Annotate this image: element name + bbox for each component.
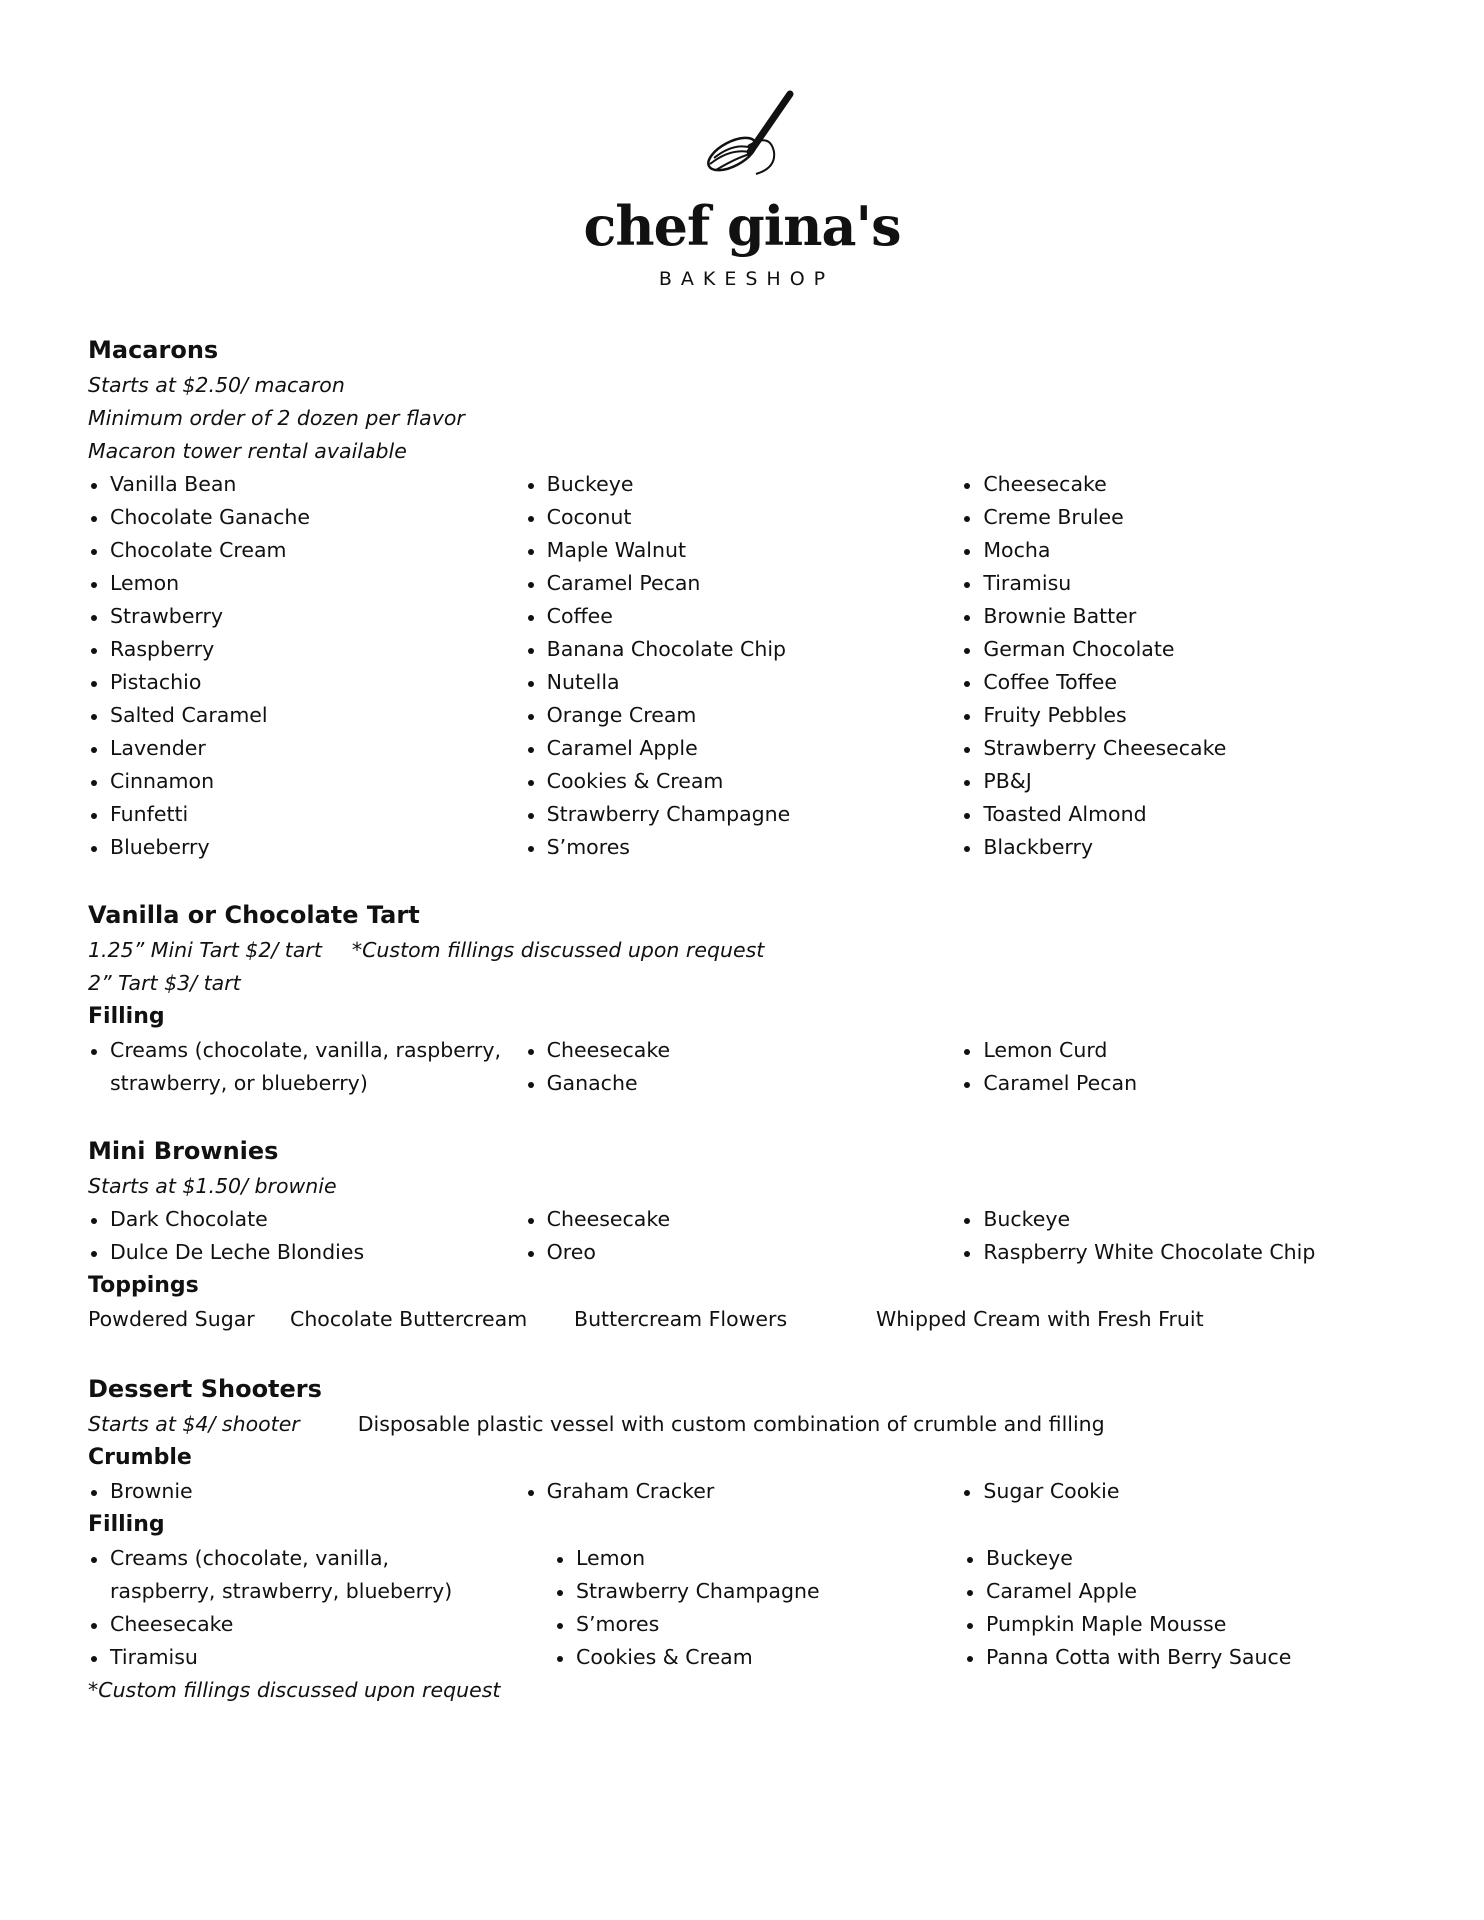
list-item: Blueberry [88, 831, 525, 864]
list-item: Salted Caramel [88, 699, 525, 732]
list-item: Vanilla Bean [88, 468, 525, 501]
brownies-column-3 [961, 1203, 1398, 1269]
list-item: Pistachio [88, 666, 525, 699]
list-item: Buckeye [964, 1542, 1398, 1575]
crumble-column-1 [88, 1475, 525, 1508]
shooters-section [88, 1371, 1398, 1707]
list-item: Creme Brulee [961, 501, 1398, 534]
list-item: Strawberry [88, 600, 525, 633]
macarons-column-1 [88, 468, 525, 864]
brand-subtitle: BAKESHOP [658, 268, 835, 290]
topping-item: Buttercream Flowers [574, 1307, 788, 1331]
list-item: Raspberry [88, 633, 525, 666]
list-item: S’mores [525, 831, 962, 864]
macarons-column-3 [961, 468, 1398, 864]
list-item: Lavender [88, 732, 525, 765]
list-item: Buckeye [525, 468, 962, 501]
list-item: Caramel Pecan [961, 1067, 1398, 1100]
list-item: Orange Cream [525, 699, 962, 732]
list-item: Banana Chocolate Chip [525, 633, 962, 666]
list-item: Oreo [525, 1236, 962, 1269]
list-item: Coconut [525, 501, 962, 534]
brownies-title: Mini Brownies [88, 1137, 279, 1165]
list-item: Blackberry [961, 831, 1398, 864]
crumble-column-2 [525, 1475, 962, 1508]
shooters-filling-column-2 [554, 1542, 964, 1674]
list-item: S’mores [554, 1608, 964, 1641]
list-item: Toasted Almond [961, 798, 1398, 831]
tart-price-mini: 1.25” Mini Tart $2/ tart [88, 938, 322, 962]
tart-filling-title: Filling [88, 1004, 165, 1029]
whisk-icon [690, 88, 800, 198]
list-item: Caramel Apple [525, 732, 962, 765]
crumble-title: Crumble [88, 1445, 192, 1470]
list-item: Dark Chocolate [88, 1203, 525, 1236]
list-item: Funfetti [88, 798, 525, 831]
list-item: Dulce De Leche Blondies [88, 1236, 525, 1269]
brownies-column-2 [525, 1203, 962, 1269]
list-item: Coffee [525, 600, 962, 633]
shooters-price-row [88, 1408, 1398, 1441]
list-item: Cheesecake [961, 468, 1398, 501]
list-item: Strawberry Cheesecake [961, 732, 1398, 765]
list-item: Graham Cracker [525, 1475, 962, 1508]
list-item: Raspberry White Chocolate Chip [961, 1236, 1398, 1269]
list-item: German Chocolate [961, 633, 1398, 666]
brand-name: chef gina's [583, 194, 901, 258]
shooters-filling-column-3 [964, 1542, 1398, 1674]
list-item: Chocolate Ganache [88, 501, 525, 534]
list-item: Maple Walnut [525, 534, 962, 567]
list-item: Buckeye [961, 1203, 1398, 1236]
list-item: Pumpkin Maple Mousse [964, 1608, 1398, 1641]
list-item: Creams (chocolate, vanilla, raspberry, strawberry, or blueberry) [88, 1034, 525, 1100]
brownies-columns [88, 1203, 1398, 1269]
brownies-column-1 [88, 1203, 525, 1269]
list-item: Cheesecake [525, 1203, 962, 1236]
list-item: Sugar Cookie [961, 1475, 1398, 1508]
menu-content [88, 332, 1398, 1740]
brownies-price: Starts at $1.50/ brownie [88, 1174, 337, 1198]
list-item: Cinnamon [88, 765, 525, 798]
list-item: Chocolate Cream [88, 534, 525, 567]
brownies-section [88, 1133, 1398, 1338]
tart-filling-columns [88, 1034, 1398, 1100]
tart-filling-column-2 [525, 1034, 962, 1100]
list-item: Fruity Pebbles [961, 699, 1398, 732]
list-item: Caramel Pecan [525, 567, 962, 600]
shooters-custom-note: *Custom fillings discussed upon request [88, 1678, 501, 1702]
list-item: Brownie [88, 1475, 525, 1508]
list-item: Lemon [554, 1542, 964, 1575]
macarons-title: Macarons [88, 336, 219, 364]
shooters-filling-column-1 [88, 1542, 496, 1674]
list-item: Strawberry Champagne [554, 1575, 964, 1608]
tart-filling-column-3 [961, 1034, 1398, 1100]
topping-item: Powdered Sugar [88, 1307, 255, 1331]
list-item: Strawberry Champagne [525, 798, 962, 831]
list-item: Cookies & Cream [554, 1641, 964, 1674]
topping-item: Chocolate Buttercream [290, 1307, 528, 1331]
shooters-description: Disposable plastic vessel with custom combination of crumble and filling [357, 1412, 1105, 1436]
logo [0, 88, 1484, 298]
shooters-title: Dessert Shooters [88, 1375, 322, 1403]
macarons-flavor-columns [88, 468, 1398, 864]
list-item: PB&J [961, 765, 1398, 798]
macarons-column-2 [525, 468, 962, 864]
macarons-tower: Macaron tower rental available [88, 439, 407, 463]
tart-price-regular: 2” Tart $3/ tart [88, 971, 241, 995]
crumble-column-3 [961, 1475, 1398, 1508]
tart-filling-column-1 [88, 1034, 525, 1100]
list-item: Ganache [525, 1067, 962, 1100]
topping-item: Whipped Cream with Fresh Fruit [876, 1307, 1204, 1331]
toppings-title: Toppings [88, 1273, 199, 1298]
list-item: Nutella [525, 666, 962, 699]
shooters-price: Starts at $4/ shooter [88, 1412, 300, 1436]
list-item: Cheesecake [525, 1034, 962, 1067]
list-item: Lemon Curd [961, 1034, 1398, 1067]
list-item: Coffee Toffee [961, 666, 1398, 699]
list-item: Panna Cotta with Berry Sauce [964, 1641, 1398, 1674]
list-item: Creams (chocolate, vanilla, raspberry, strawberry, blueberry) [88, 1542, 496, 1608]
list-item: Mocha [961, 534, 1398, 567]
list-item: Brownie Batter [961, 600, 1398, 633]
list-item: Cookies & Cream [525, 765, 962, 798]
tart-custom-note: *Custom fillings discussed upon request [351, 938, 765, 962]
list-item: Tiramisu [88, 1641, 496, 1674]
shooters-filling-title: Filling [88, 1512, 165, 1537]
macarons-price: Starts at $2.50/ macaron [88, 373, 345, 397]
toppings-row [88, 1303, 1398, 1338]
list-item: Tiramisu [961, 567, 1398, 600]
tart-price-mini-row [88, 934, 1398, 967]
macarons-section [88, 332, 1398, 864]
list-item: Cheesecake [88, 1608, 496, 1641]
shooters-filling-columns [88, 1542, 1398, 1674]
list-item: Lemon [88, 567, 525, 600]
macarons-minimum: Minimum order of 2 dozen per flavor [88, 406, 465, 430]
tart-title: Vanilla or Chocolate Tart [88, 901, 420, 929]
tart-section [88, 897, 1398, 1100]
crumble-columns [88, 1475, 1398, 1508]
list-item: Caramel Apple [964, 1575, 1398, 1608]
